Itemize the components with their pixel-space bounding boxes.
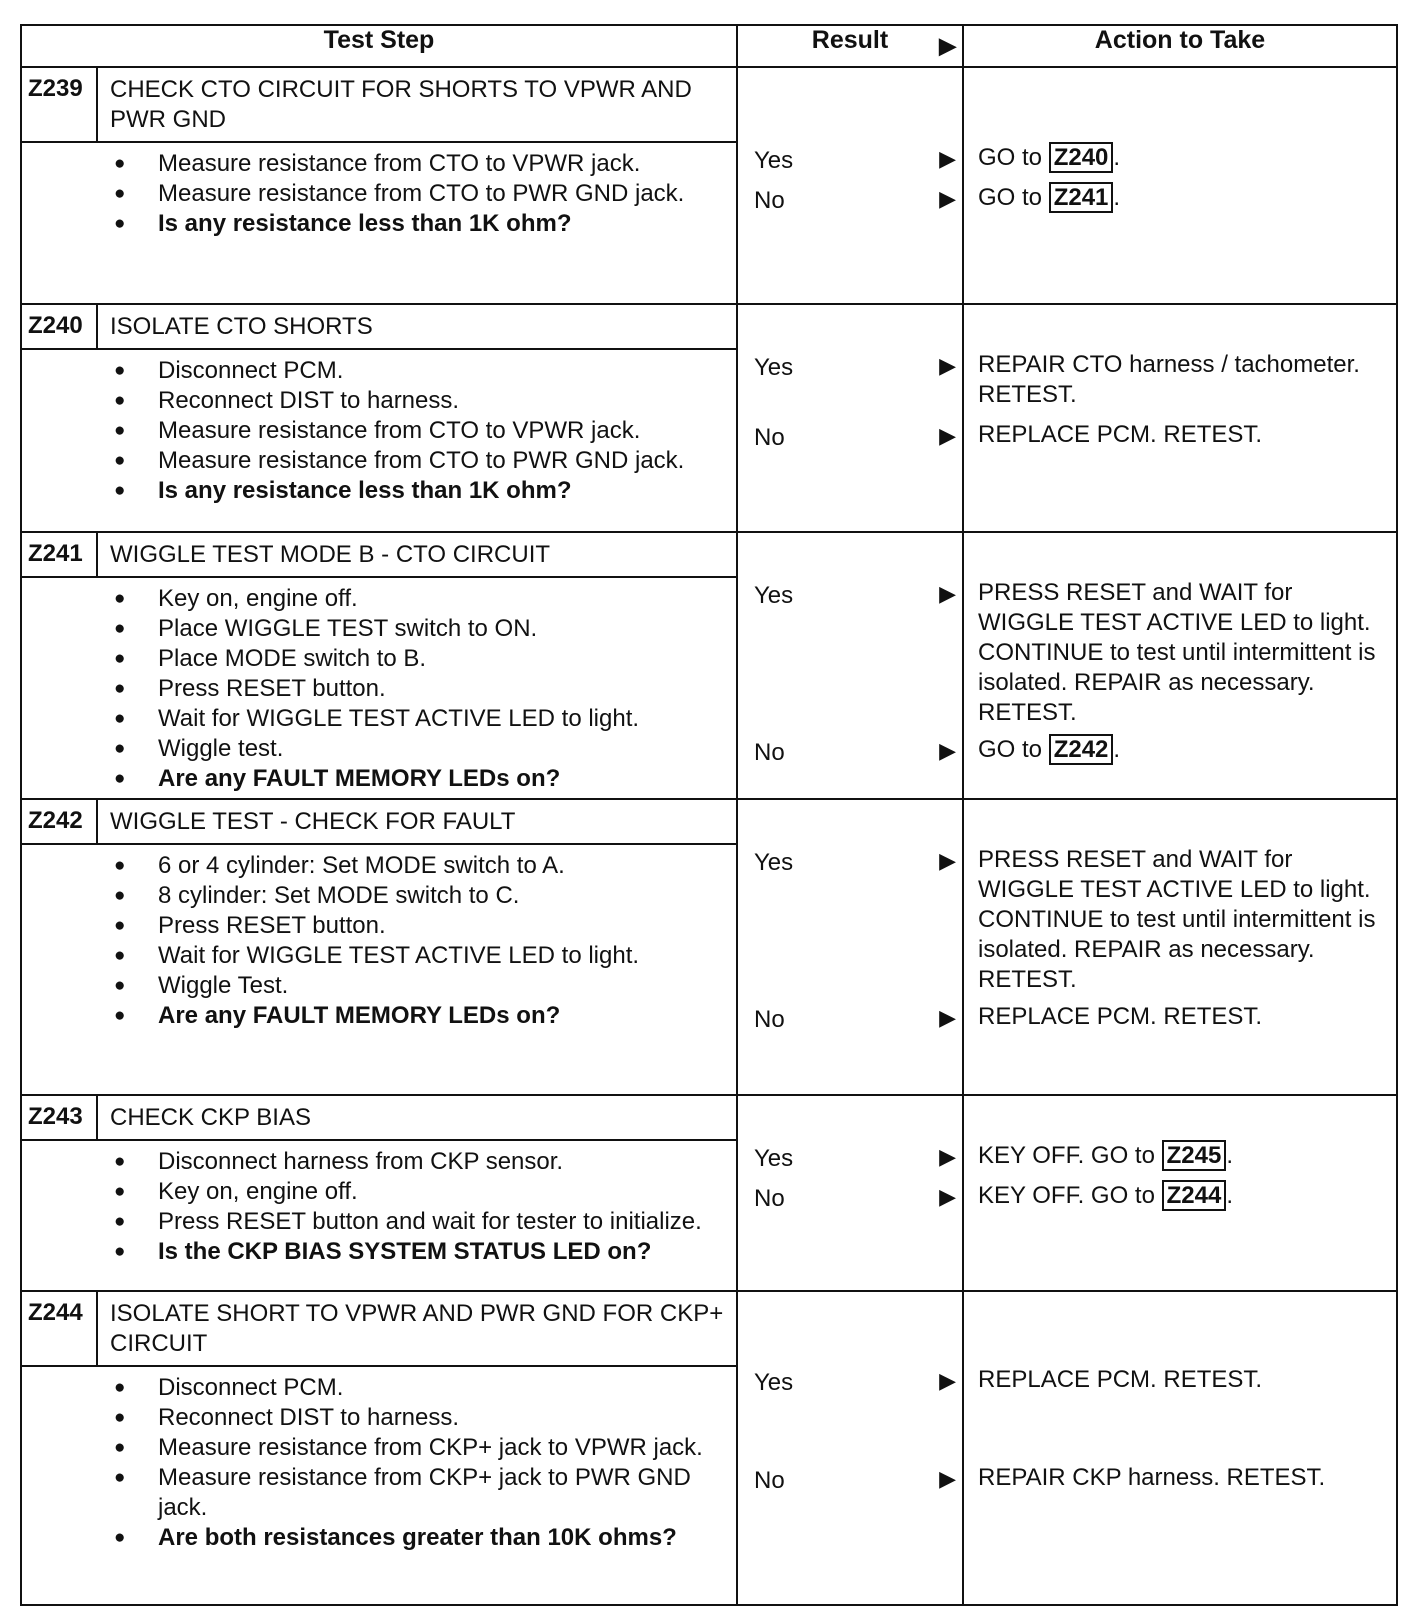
step-titlebar [22,800,736,845]
step-bullet: ● Are any FAULT MEMORY LEDs on? [22,1001,728,1031]
arrow-icon: ▶ [939,1368,956,1393]
action-text [978,1181,1390,1211]
step-bullet: ● Reconnect DIST to harness. [22,386,728,416]
action-text [978,1002,1390,1032]
step-bullet: ● Reconnect DIST to harness. [22,1403,728,1433]
step-titlebar [22,1096,736,1141]
action-label: GO to [978,184,1049,211]
step-bullet-list [22,356,736,510]
step-titlebar [22,533,736,578]
test-step-cell [21,304,737,532]
action-suffix: . [1113,144,1121,171]
step-bullet: ● Measure resistance from CTO to PWR GND jack. [22,179,728,209]
result-cell [737,799,963,1095]
result-label: Yes [754,1369,794,1396]
action-label: REPLACE PCM. RETEST. [978,1003,1263,1030]
action-label: GO to [978,736,1049,763]
arrow-icon: ▶ [939,423,956,448]
step-bullet: ● 6 or 4 cylinder: Set MODE switch to A. [22,851,728,881]
step-bullet: ● Key on, engine off. [22,584,728,614]
arrow-icon: ▶ [939,33,956,58]
table-row [21,532,1397,799]
result-cell [737,67,963,304]
action-text [978,350,1390,410]
step-bullet-list [22,149,736,243]
step-reference[interactable]: Z242 [1049,734,1114,765]
step-bullet: ● Wiggle test. [22,734,728,764]
action-text [978,578,1390,728]
result-label: No [754,739,785,766]
arrow-icon: ▶ [939,1184,956,1209]
step-titlebar [22,305,736,350]
action-label: REPAIR CKP harness. RETEST. [978,1464,1326,1491]
action-text [978,183,1390,213]
action-label: KEY OFF. GO to [978,1182,1162,1209]
arrow-icon: ▶ [939,353,956,378]
step-titlebar [22,68,736,143]
step-bullet: ● Place WIGGLE TEST switch to ON. [22,614,728,644]
result-label: No [754,1006,785,1033]
result-cell [737,532,963,799]
test-step-cell [21,1095,737,1291]
action-text [978,1463,1390,1493]
action-cell [963,67,1397,304]
test-step-cell [21,532,737,799]
result-cell [737,304,963,532]
result-header [737,25,963,67]
step-bullet: ● Key on, engine off. [22,1177,728,1207]
step-bullet: ● Is the CKP BIAS SYSTEM STATUS LED on? [22,1237,728,1267]
step-bullet: ● Place MODE switch to B. [22,644,728,674]
result-label: No [754,424,785,451]
step-title: ISOLATE SHORT TO VPWR AND PWR GND FOR CKP+ CIRCUIT [110,1300,724,1357]
step-reference[interactable]: Z245 [1162,1140,1227,1171]
step-code: Z243 [22,1096,98,1139]
result-label: No [754,1185,785,1212]
step-bullet: ● Measure resistance from CTO to VPWR jack. [22,149,728,179]
action-label: REPAIR CTO harness / tachometer. RETEST. [978,351,1360,408]
step-title: WIGGLE TEST - CHECK FOR FAULT [110,808,516,835]
action-label: PRESS RESET and WAIT for WIGGLE TEST ACTIVE LED to light. CONTINUE to test until intermittent is isolated. REPAIR as necessary. RETEST. [978,846,1376,993]
arrow-icon: ▶ [939,146,956,171]
table-row [21,1291,1397,1605]
result-header-label: Result [811,26,889,54]
result-label: No [754,187,785,214]
step-title: CHECK CTO CIRCUIT FOR SHORTS TO VPWR AND PWR GND [110,76,692,133]
step-bullet-list [22,1373,736,1557]
step-bullet: ● 8 cylinder: Set MODE switch to C. [22,881,728,911]
result-label: Yes [754,582,794,609]
table-row [21,1095,1397,1291]
arrow-icon: ▶ [939,186,956,211]
action-cell [963,1095,1397,1291]
step-code: Z239 [22,68,98,141]
action-text [978,735,1390,765]
step-bullet: ● Wiggle Test. [22,971,728,1001]
step-bullet: ● Press RESET button. [22,674,728,704]
action-suffix: . [1113,736,1121,763]
action-label: PRESS RESET and WAIT for WIGGLE TEST ACTIVE LED to light. CONTINUE to test until intermittent is isolated. REPAIR as necessary. RETEST. [978,579,1376,726]
action-suffix: . [1226,1182,1233,1209]
action-cell [963,304,1397,532]
action-cell [963,532,1397,799]
action-label: REPLACE PCM. RETEST. [978,421,1263,448]
result-cell [737,1095,963,1291]
action-header: Action to Take [963,25,1397,67]
result-label: Yes [754,147,794,174]
action-text [978,845,1390,995]
result-label: Yes [754,1145,794,1172]
step-bullet: ● Disconnect PCM. [22,356,728,386]
action-cell [963,1291,1397,1605]
result-cell [737,1291,963,1605]
step-bullet: ● Press RESET button. [22,911,728,941]
action-text [978,143,1390,173]
step-reference[interactable]: Z240 [1049,142,1114,173]
table-row [21,304,1397,532]
step-title: ISOLATE CTO SHORTS [110,313,373,340]
step-bullet-list [22,851,736,1035]
step-bullet: ● Are any FAULT MEMORY LEDs on? [22,764,728,794]
action-label: GO to [978,144,1049,171]
action-label: REPLACE PCM. RETEST. [978,1366,1263,1393]
action-suffix: . [1226,1142,1233,1169]
result-label: Yes [754,849,794,876]
table-row [21,799,1397,1095]
step-bullet: ● Are both resistances greater than 10K ohms? [22,1523,728,1553]
arrow-icon: ▶ [939,1005,956,1030]
test-step-cell [21,67,737,304]
step-code: Z244 [22,1292,98,1365]
action-text [978,1365,1390,1395]
step-bullet: ● Measure resistance from CKP+ jack to PWR GND jack. [22,1463,728,1523]
step-bullet: ● Press RESET button and wait for tester to initialize. [22,1207,728,1237]
step-titlebar [22,1292,736,1367]
table-row [21,67,1397,304]
action-text [978,420,1390,450]
table-header-row [21,25,1397,67]
step-bullet: ● Measure resistance from CTO to PWR GND jack. [22,446,728,476]
action-cell [963,799,1397,1095]
step-bullet-list [22,584,736,798]
step-bullet-list [22,1147,736,1271]
step-bullet: ● Wait for WIGGLE TEST ACTIVE LED to light. [22,704,728,734]
step-code: Z242 [22,800,98,843]
arrow-icon: ▶ [939,1144,956,1169]
arrow-icon: ▶ [939,738,956,763]
arrow-icon: ▶ [939,1466,956,1491]
step-code: Z240 [22,305,98,348]
step-bullet: ● Wait for WIGGLE TEST ACTIVE LED to light. [22,941,728,971]
step-title: CHECK CKP BIAS [110,1104,311,1131]
step-bullet: ● Is any resistance less than 1K ohm? [22,476,728,506]
step-reference[interactable]: Z241 [1049,182,1114,213]
step-reference[interactable]: Z244 [1162,1180,1227,1211]
step-bullet: ● Disconnect harness from CKP sensor. [22,1147,728,1177]
arrow-icon: ▶ [939,581,956,606]
arrow-icon: ▶ [939,848,956,873]
test-step-table [20,24,1398,1606]
step-title: WIGGLE TEST MODE B - CTO CIRCUIT [110,541,551,568]
step-bullet: ● Is any resistance less than 1K ohm? [22,209,728,239]
step-bullet: ● Disconnect PCM. [22,1373,728,1403]
action-label: KEY OFF. GO to [978,1142,1162,1169]
test-step-header: Test Step [21,25,737,67]
action-text [978,1141,1390,1171]
result-label: No [754,1467,785,1494]
step-code: Z241 [22,533,98,576]
step-bullet: ● Measure resistance from CKP+ jack to VPWR jack. [22,1433,728,1463]
step-bullet: ● Measure resistance from CTO to VPWR jack. [22,416,728,446]
result-label: Yes [754,354,794,381]
test-step-cell [21,799,737,1095]
test-step-cell [21,1291,737,1605]
action-suffix: . [1113,184,1121,211]
